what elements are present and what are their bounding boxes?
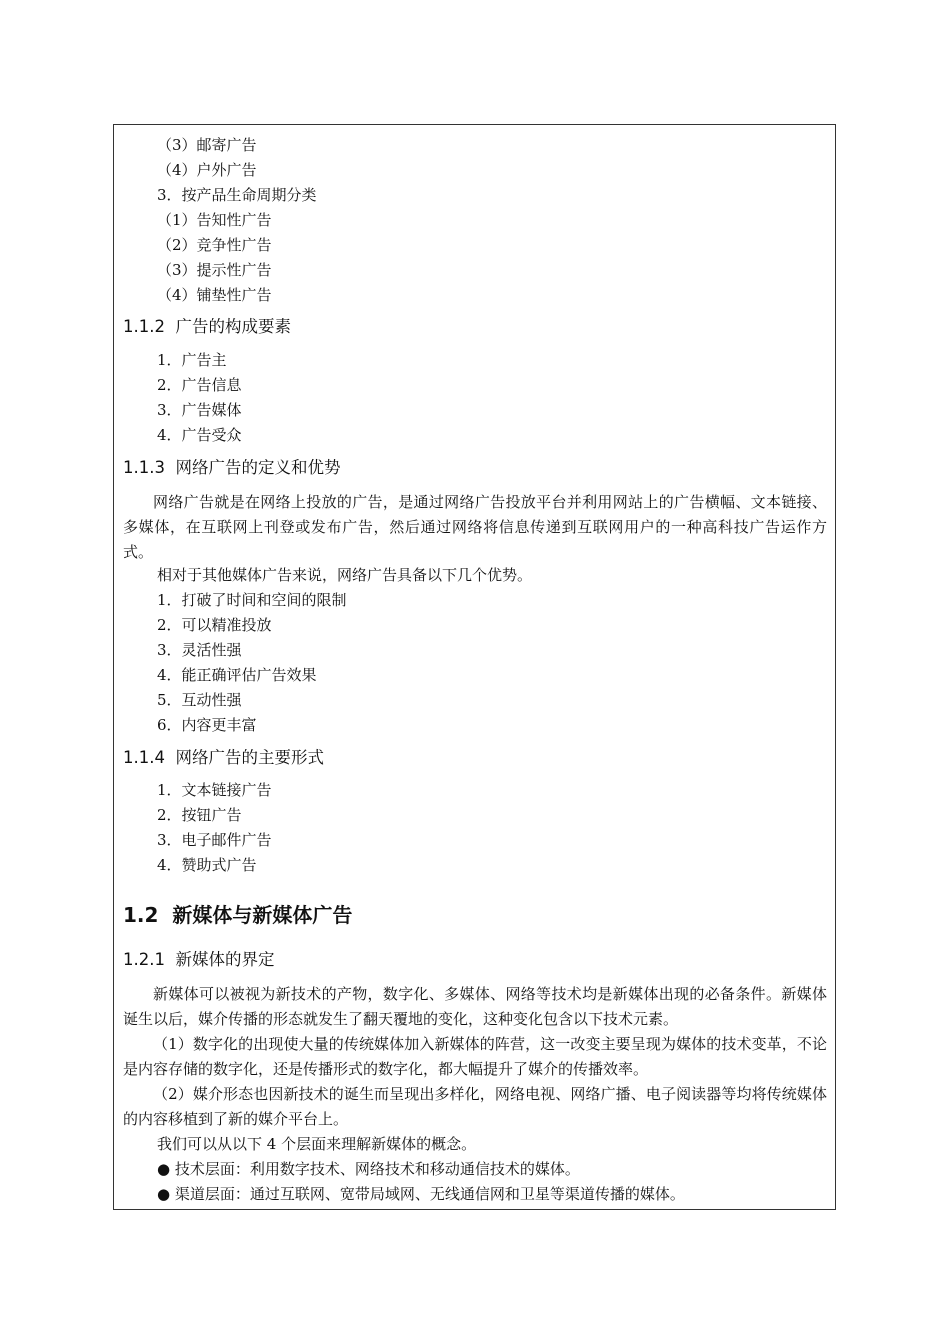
list-item: 4．赞助式广告 (157, 856, 257, 874)
list-item: 4．能正确评估广告效果 (157, 666, 317, 684)
section-heading-1-2 (123, 902, 352, 928)
section-heading-1-1-3 (123, 457, 340, 479)
list-item: 1．打破了时间和空间的限制 (157, 591, 347, 609)
list-item: 2．广告信息 (157, 376, 242, 394)
list-item: （3）邮寄广告 (157, 136, 257, 154)
section-number: 1.1.2 (123, 317, 165, 336)
bullet-item: ● 技术层面：利用数字技术、网络技术和移动通信技术的媒体。 (157, 1160, 580, 1178)
list-item: 3．广告媒体 (157, 401, 242, 419)
section-title: 网络广告的主要形式 (175, 748, 324, 767)
paragraph: 网络广告就是在网络上投放的广告，是通过网络广告投放平台并利用网站上的广告横幅、文本链接、多媒体，在互联网上刊登或发布广告，然后通过网络将信息传递到互联网用户的一种高科技广告运作方式。 (123, 493, 827, 561)
section-number: 1.1.4 (123, 748, 165, 767)
list-item: 1．文本链接广告 (157, 781, 272, 799)
section-heading-1-1-4 (123, 747, 324, 769)
list-item: 6．内容更丰富 (157, 716, 257, 734)
paragraph: （2）媒介形态也因新技术的诞生而呈现出多样化，网络电视、网络广播、电子阅读器等均将传统媒体的内容移植到了新的媒介平台上。 (123, 1085, 827, 1128)
section-number: 1.2.1 (123, 950, 165, 969)
list-item: （4）户外广告 (157, 161, 257, 179)
section-title: 新媒体的界定 (175, 950, 275, 969)
list-item: 2．按钮广告 (157, 806, 242, 824)
list-item: （1）告知性广告 (157, 211, 272, 229)
section-heading-1-1-2 (123, 316, 291, 338)
section-number: 1.1.3 (123, 458, 165, 477)
list-item: 3．灵活性强 (157, 641, 242, 659)
section-heading-1-2-1 (123, 949, 274, 971)
section-number: 1.2 (123, 903, 159, 927)
list-item: 2．可以精准投放 (157, 616, 272, 634)
paragraph: 我们可以从以下 4 个层面来理解新媒体的概念。 (157, 1135, 477, 1153)
document-frame (113, 124, 836, 1210)
paragraph: 相对于其他媒体广告来说，网络广告具备以下几个优势。 (157, 566, 533, 584)
list-item: 5．互动性强 (157, 691, 242, 709)
section-title: 广告的构成要素 (175, 317, 291, 336)
list-item: （3）提示性广告 (157, 261, 272, 279)
list-item: （4）铺垫性广告 (157, 286, 272, 304)
section-title: 网络广告的定义和优势 (175, 458, 341, 477)
list-item: （2）竞争性广告 (157, 236, 272, 254)
bullet-item: ● 渠道层面：通过互联网、宽带局域网、无线通信网和卫星等渠道传播的媒体。 (157, 1185, 685, 1203)
list-item: 4．广告受众 (157, 426, 242, 444)
list-item: 3．电子邮件广告 (157, 831, 272, 849)
section-title: 新媒体与新媒体广告 (172, 903, 353, 927)
paragraph: （1）数字化的出现使大量的传统媒体加入新媒体的阵营，这一改变主要呈现为媒体的技术变革，不论是内容存储的数字化，还是传播形式的数字化，都大幅提升了媒介的传播效率。 (123, 1035, 827, 1078)
subheading-lifecycle: 3．按产品生命周期分类 (157, 186, 317, 204)
list-item: 1．广告主 (157, 351, 227, 369)
paragraph: 新媒体可以被视为新技术的产物，数字化、多媒体、网络等技术均是新媒体出现的必备条件。新媒体诞生以后，媒介传播的形态就发生了翻天覆地的变化，这种变化包含以下技术元素。 (123, 985, 827, 1028)
